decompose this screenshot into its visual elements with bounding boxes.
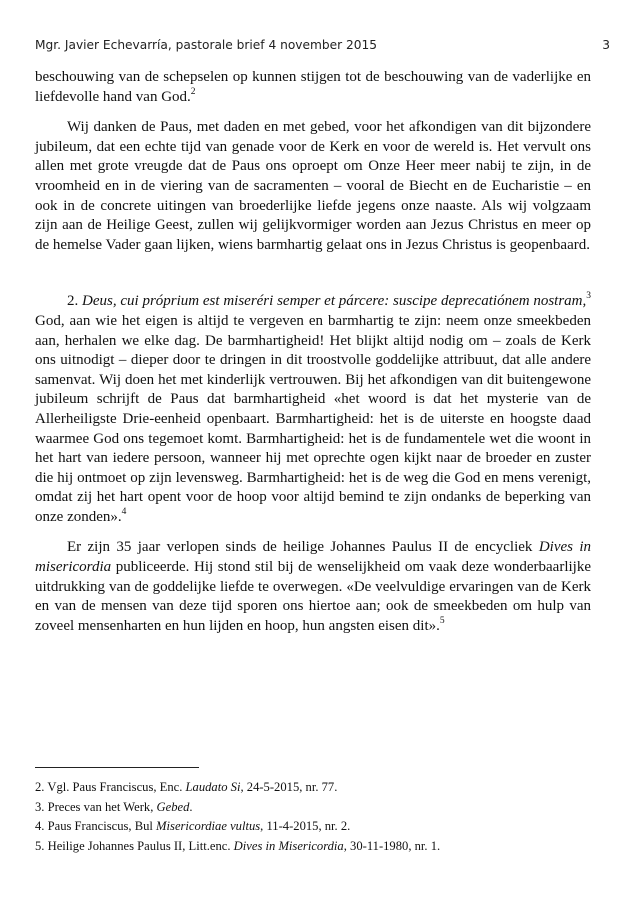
footnote-ref-4: 4 — [121, 506, 127, 517]
footnote-separator — [35, 767, 199, 768]
running-title: Mgr. Javier Echevarría, pastorale brief 4 november 2015 — [35, 38, 377, 52]
paragraph-4-text-b: publiceerde. Hij stond stil bij de wenselijkheid om vaak deze wonderbaarlijke uitdrukking van de goddelijke liefde te overwegen. «De veelvuldige ervaringen van de Kerk en van de mensen van deze tijd sporen ons hiertoe aan; ook de smeekbeden om hulp van zoveel mensenharten en hun lijden en hoop, hun angsten eisen dit». — [35, 559, 591, 634]
page-number: 3 — [602, 38, 610, 52]
footnote-4-title: Misericordiae vultus — [156, 819, 261, 833]
footnote-ref-3: 3 — [586, 291, 591, 302]
paragraph-3-text: God, aan wie het eigen is altijd te vergeven en barmhartig te zijn: neem onze smeekbeden aan, herhalen we elke dag. De barmhartigheid! Het blijkt altijd nodig om – zoals de Kerk ons uitnodigt – dieper door te dringen in dit troostvolle goddelijke attribuut, dat alle andere samenvat. Wij doen het met kinderlijk vertrouwen. Bij het afkondigen van dit buitengewone jubileum schrijft de Paus dat barmhartigheid «het woord is dat het mysterie van de Allerheiligste Drie-eenheid openbaart. Barmhartigheid: het is de uiterste en hoogste daad waarmee God ons tegemoet komt. Barmhartigheid: het is de fundamentele wet die woont in het hart van iedere persoon, wanneer hij met oprechte ogen kijkt naar de broeder en zuster die hij ontmoet op zijn levensweg. Barmhartigheid: het is de weg die God en mens verenigt, omdat zij het hart opent voor de hoop voor altijd bemind te zijn ondanks de beperking van onze zonden». — [35, 312, 591, 525]
footnote-5 — [35, 837, 595, 857]
footnote-ref-5: 5 — [439, 615, 445, 626]
body-text — [35, 68, 591, 636]
footnote-5-tail: , 30-11-1980, nr. 1. — [343, 838, 441, 853]
footnote-2-tail: 24-5-2015, nr. 77. — [243, 780, 338, 794]
footnotes — [35, 767, 595, 856]
section-number: 2. — [67, 293, 79, 310]
footnote-4-tail: , 11-4-2015, nr. 2. — [260, 819, 351, 833]
footnote-3-text: 3. Preces van het Werk, — [35, 799, 157, 814]
paragraph-4-text-a: Er zijn 35 jaar verlopen sinds de heilige Johannes Paulus II de encycliek — [67, 539, 533, 556]
paragraph-2 — [35, 118, 591, 255]
footnote-4 — [35, 817, 595, 837]
footnote-5-text: 5. Heilige Johannes Paulus II, Litt.enc. — [35, 838, 234, 853]
page-header — [35, 38, 610, 56]
encyclical-title: Dives in misericordia — [35, 539, 591, 576]
paragraph-1 — [35, 68, 591, 107]
footnote-3-title: Gebed — [156, 799, 190, 814]
paragraph-4 — [35, 538, 591, 636]
footnote-2-title: Laudato Si, — [185, 780, 244, 794]
footnote-5-title: Dives in Misericordia — [233, 838, 344, 853]
footnote-3-tail: . — [189, 799, 193, 814]
footnote-2-text: 2. Vgl. Paus Franciscus, Enc. — [35, 780, 186, 794]
footnote-3 — [35, 798, 595, 818]
paragraph-1-text: beschouwing van de schepselen op kunnen stijgen tot de beschouwing van de vaderlijke en liefdevolle hand van God. — [35, 69, 591, 105]
footnote-4-text: 4. Paus Franciscus, Bul — [35, 819, 157, 833]
paragraph-3 — [35, 292, 591, 527]
footnote-2 — [35, 778, 595, 798]
footnote-ref-2: 2 — [190, 86, 196, 97]
paragraph-2-text: Wij danken de Paus, met daden en met gebed, voor het afkondigen van dit bijzondere jubileum, dat een echte tijd van genade voor de Kerk en voor de wereld is. Het vervult ons allen met grote vreugde dat de Paus ons oproept om Onze Heer meer nabij te zijn, in de vroomheid en in de viering van de sacramenten – vooral de Biecht en de Eucharistie – en ook in de concrete uitingen van broederlijke liefde jegens onze naaste. Als wij volgzaam zijn aan de Heilige Geest, zullen wij gelijkvormiger worden aan Jezus Christus en meer op de hemelse Vader gaan lijken, wiens barmhartig gelaat ons in Jezus Christus is geopenbaard. — [35, 119, 591, 253]
latin-prayer: Deus, cui próprium est miseréri semper et párcere: suscipe deprecatiónem nostram, — [82, 293, 587, 310]
